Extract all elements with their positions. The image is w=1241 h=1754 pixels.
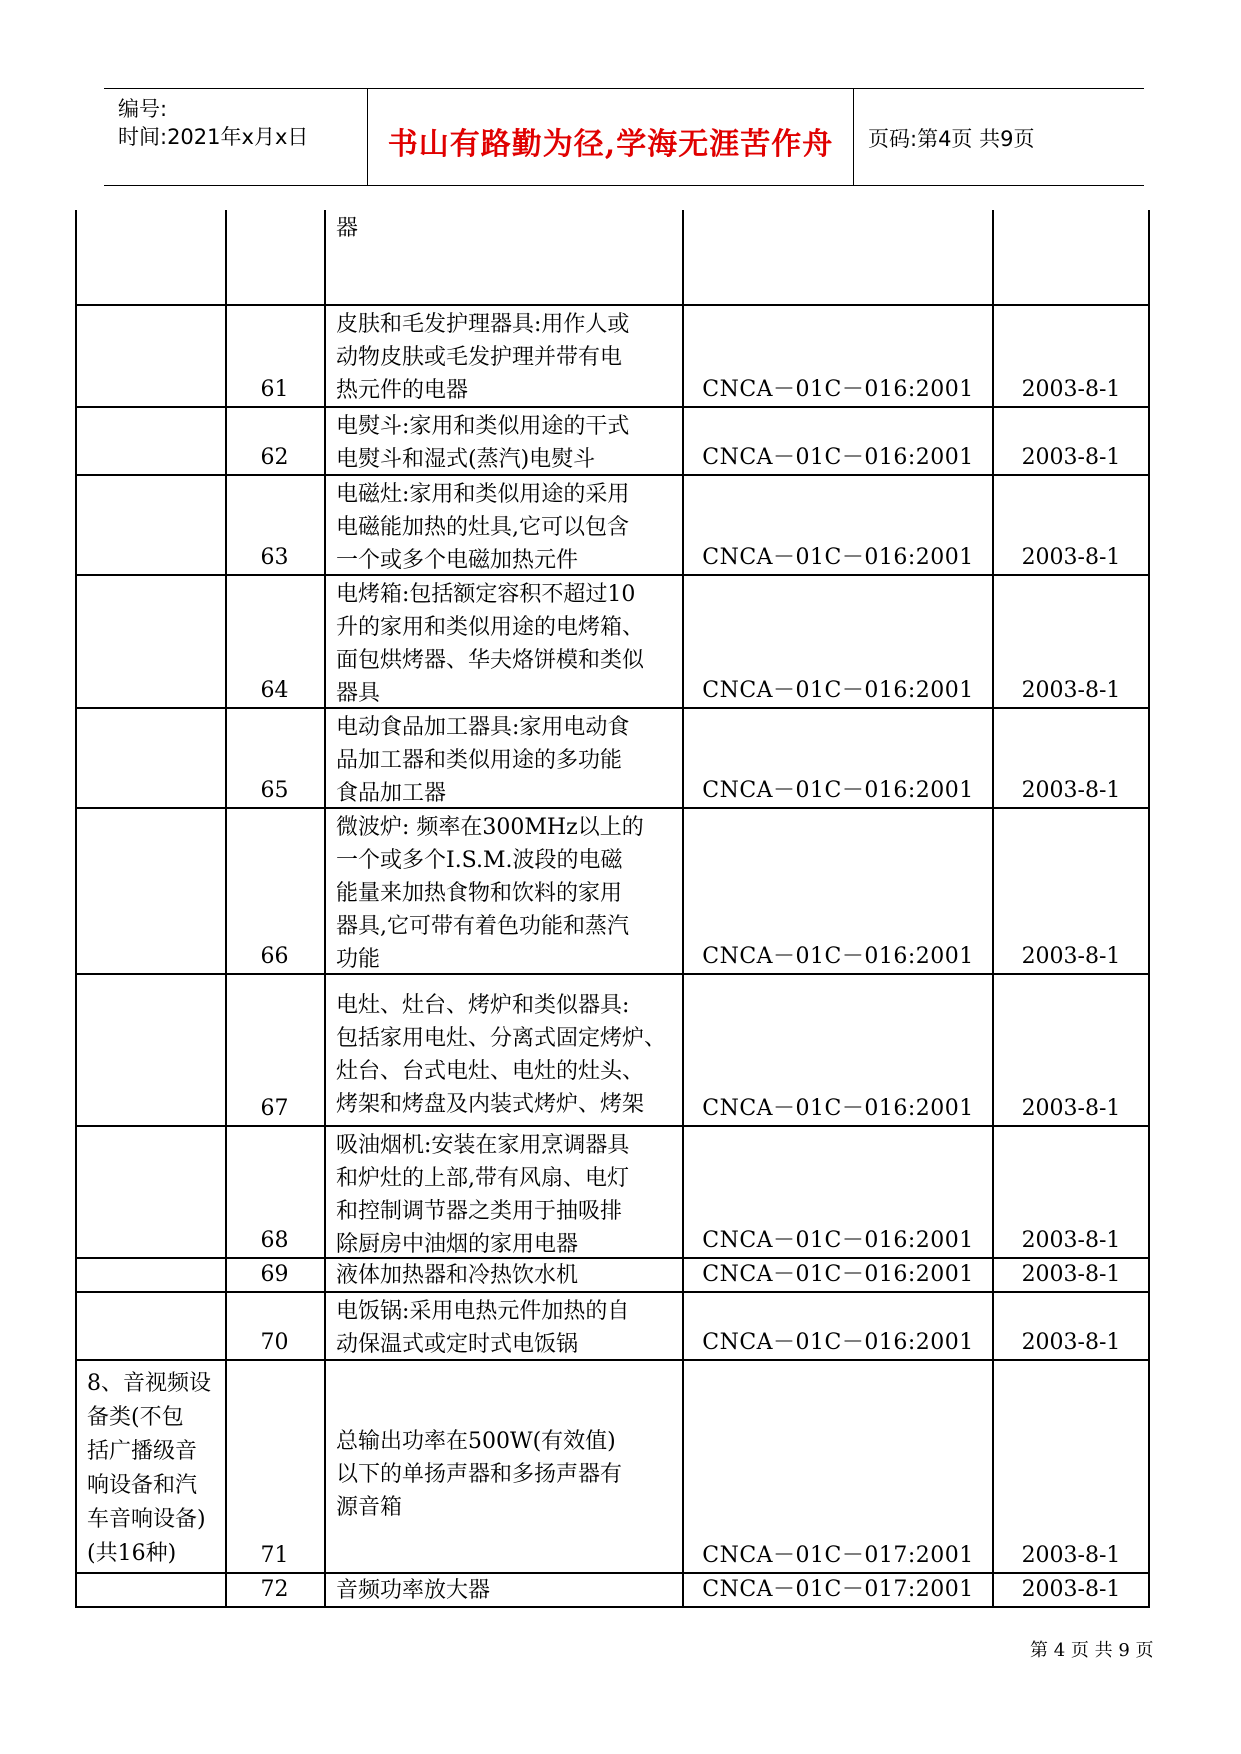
standard-code: CNCA－01C－016:2001	[702, 678, 974, 703]
standard-code: CNCA－01C－017:2001	[702, 1543, 974, 1568]
date-cell	[994, 709, 1150, 807]
number-cell	[225, 1293, 326, 1359]
description-text: 皮肤和毛发护理器具:用作人或 动物皮肤或毛发护理并带有电 热元件的电器	[336, 312, 630, 403]
standard-code: CNCA－01C－016:2001	[702, 445, 974, 470]
standard-cell	[684, 210, 994, 304]
table-row	[75, 1574, 1150, 1608]
description-cell	[326, 1127, 684, 1257]
item-number: 66	[260, 944, 289, 969]
category-cell	[75, 306, 227, 406]
item-number: 69	[260, 1262, 289, 1287]
date-cell	[994, 576, 1150, 707]
table-row	[75, 1127, 1150, 1259]
page-footer: 第 4 页 共 9 页	[1030, 1640, 1154, 1661]
standard-code: CNCA－01C－016:2001	[702, 545, 974, 570]
date-cell	[994, 1127, 1150, 1257]
description-text: 器	[336, 216, 359, 241]
header-page-label: 页码:第4页 共9页	[868, 127, 1035, 151]
item-number: 63	[260, 545, 289, 570]
table-row	[75, 306, 1150, 408]
category-cell	[75, 975, 227, 1125]
description-text: 电烤箱:包括额定容积不超过10 升的家用和类似用途的电烤箱、 面包烘烤器、华夫烙饼模和类似 器具	[336, 582, 645, 706]
standard-cell	[684, 1293, 994, 1359]
description-text: 电熨斗:家用和类似用途的干式 电熨斗和湿式(蒸汽)电熨斗	[336, 414, 630, 472]
effective-date: 2003-8-1	[1021, 1228, 1121, 1253]
number-cell	[225, 306, 326, 406]
standard-cell	[684, 709, 994, 807]
date-cell	[994, 975, 1150, 1125]
description-cell	[326, 476, 684, 574]
date-cell	[994, 408, 1150, 474]
standard-cell	[684, 975, 994, 1125]
date-cell	[994, 306, 1150, 406]
description-text: 音频功率放大器	[336, 1578, 491, 1603]
description-text: 微波炉: 频率在300MHz以上的 一个或多个I.S.M.波段的电磁 能量来加热食物和饮料的家用 器具,它可带有着色功能和蒸汽 功能	[336, 815, 644, 972]
page-header	[104, 88, 1144, 186]
item-number: 71	[260, 1543, 289, 1568]
category-cell	[75, 809, 227, 973]
category-cell	[75, 1574, 227, 1606]
item-number: 62	[260, 445, 289, 470]
table-row	[75, 408, 1150, 476]
number-cell	[225, 576, 326, 707]
number-cell	[225, 709, 326, 807]
number-cell	[225, 210, 326, 304]
standard-code: CNCA－01C－016:2001	[702, 778, 974, 803]
standard-code: CNCA－01C－016:2001	[702, 1330, 974, 1355]
standard-cell	[684, 1361, 994, 1572]
standard-code: CNCA－01C－016:2001	[702, 944, 974, 969]
effective-date: 2003-8-1	[1021, 1577, 1121, 1602]
standard-cell	[684, 306, 994, 406]
table-row	[75, 210, 1150, 306]
description-cell	[326, 809, 684, 973]
table-row	[75, 576, 1150, 709]
description-cell	[326, 210, 684, 304]
item-number: 68	[260, 1228, 289, 1253]
description-text: 总输出功率在500W(有效值) 以下的单扬声器和多扬声器有 源音箱	[336, 1429, 623, 1520]
standard-cell	[684, 1127, 994, 1257]
description-cell	[326, 975, 684, 1125]
standard-cell	[684, 1259, 994, 1291]
number-cell	[225, 809, 326, 973]
category-cell	[75, 709, 227, 807]
description-cell	[326, 576, 684, 707]
description-cell	[326, 306, 684, 406]
item-number: 67	[260, 1096, 289, 1121]
date-cell	[994, 1259, 1150, 1291]
header-motto: 书山有路勤为径,学海无涯苦作舟	[387, 127, 834, 162]
effective-date: 2003-8-1	[1021, 678, 1121, 703]
description-text: 电灶、灶台、烤炉和类似器具: 包括家用电灶、分离式固定烤炉、 灶台、台式电灶、电灶的灶头、 烤架和烤盘及内装式烤炉、烤架	[336, 993, 667, 1117]
effective-date: 2003-8-1	[1021, 778, 1121, 803]
category-cell	[75, 476, 227, 574]
date-cell	[994, 1293, 1150, 1359]
number-cell	[225, 1574, 326, 1606]
standard-cell	[684, 1574, 994, 1606]
effective-date: 2003-8-1	[1021, 1330, 1121, 1355]
date-cell	[994, 1574, 1150, 1606]
category-cell	[75, 408, 227, 474]
table-row	[75, 709, 1150, 809]
table-row	[75, 1361, 1150, 1574]
table-row	[75, 1259, 1150, 1293]
item-number: 61	[260, 377, 289, 402]
description-text: 电饭锅:采用电热元件加热的自 动保温式或定时式电饭锅	[336, 1299, 630, 1357]
effective-date: 2003-8-1	[1021, 1543, 1121, 1568]
number-cell	[225, 975, 326, 1125]
description-cell	[326, 709, 684, 807]
doc-time-label: 时间:2021年x月x日	[118, 125, 309, 149]
standard-code: CNCA－01C－016:2001	[702, 1096, 974, 1121]
item-number: 72	[260, 1577, 289, 1602]
category-text: 8、音视频设 备类(不包 括广播级音 响设备和汽 车音响设备) (共16种)	[87, 1371, 211, 1566]
number-cell	[225, 408, 326, 474]
standard-cell	[684, 408, 994, 474]
table-row	[75, 1293, 1150, 1361]
number-cell	[225, 1127, 326, 1257]
effective-date: 2003-8-1	[1021, 944, 1121, 969]
category-cell	[75, 1127, 227, 1257]
date-cell	[994, 476, 1150, 574]
standard-cell	[684, 476, 994, 574]
standard-code: CNCA－01C－016:2001	[702, 1262, 974, 1287]
description-cell	[326, 1259, 684, 1291]
effective-date: 2003-8-1	[1021, 1096, 1121, 1121]
standard-code: CNCA－01C－017:2001	[702, 1577, 974, 1602]
category-cell	[75, 210, 227, 304]
effective-date: 2003-8-1	[1021, 545, 1121, 570]
number-cell	[225, 1259, 326, 1291]
table-row	[75, 809, 1150, 975]
category-cell	[75, 1259, 227, 1291]
number-cell	[225, 476, 326, 574]
effective-date: 2003-8-1	[1021, 445, 1121, 470]
doc-number-label: 编号:	[118, 97, 168, 121]
date-cell	[994, 809, 1150, 973]
header-info-cell	[104, 89, 368, 185]
item-number: 64	[260, 678, 289, 703]
description-cell	[326, 1574, 684, 1606]
description-cell	[326, 1293, 684, 1359]
category-cell	[75, 1293, 227, 1359]
description-text: 吸油烟机:安装在家用烹调器具 和炉灶的上部,带有风扇、电灯 和控制调节器之类用于抽吸排 除厨房中油烟的家用电器	[336, 1133, 630, 1257]
item-number: 70	[260, 1330, 289, 1355]
category-cell	[75, 576, 227, 707]
description-text: 电磁灶:家用和类似用途的采用 电磁能加热的灶具,它可以包含 一个或多个电磁加热元件	[336, 482, 630, 573]
date-cell	[994, 1361, 1150, 1572]
item-number: 65	[260, 778, 289, 803]
table-row	[75, 476, 1150, 576]
standard-cell	[684, 576, 994, 707]
header-motto-cell	[368, 89, 854, 185]
description-text: 液体加热器和冷热饮水机	[336, 1263, 579, 1288]
description-cell	[326, 1361, 684, 1572]
description-cell	[326, 408, 684, 474]
description-text: 电动食品加工器具:家用电动食 品加工器和类似用途的多功能 食品加工器	[336, 715, 630, 806]
effective-date: 2003-8-1	[1021, 1262, 1121, 1287]
standard-code: CNCA－01C－016:2001	[702, 1228, 974, 1253]
table-row	[75, 975, 1150, 1127]
standard-cell	[684, 809, 994, 973]
number-cell	[225, 1361, 326, 1572]
standard-code: CNCA－01C－016:2001	[702, 377, 974, 402]
effective-date: 2003-8-1	[1021, 377, 1121, 402]
date-cell	[994, 210, 1150, 304]
category-cell	[75, 1361, 227, 1572]
header-page-cell	[854, 89, 1144, 185]
